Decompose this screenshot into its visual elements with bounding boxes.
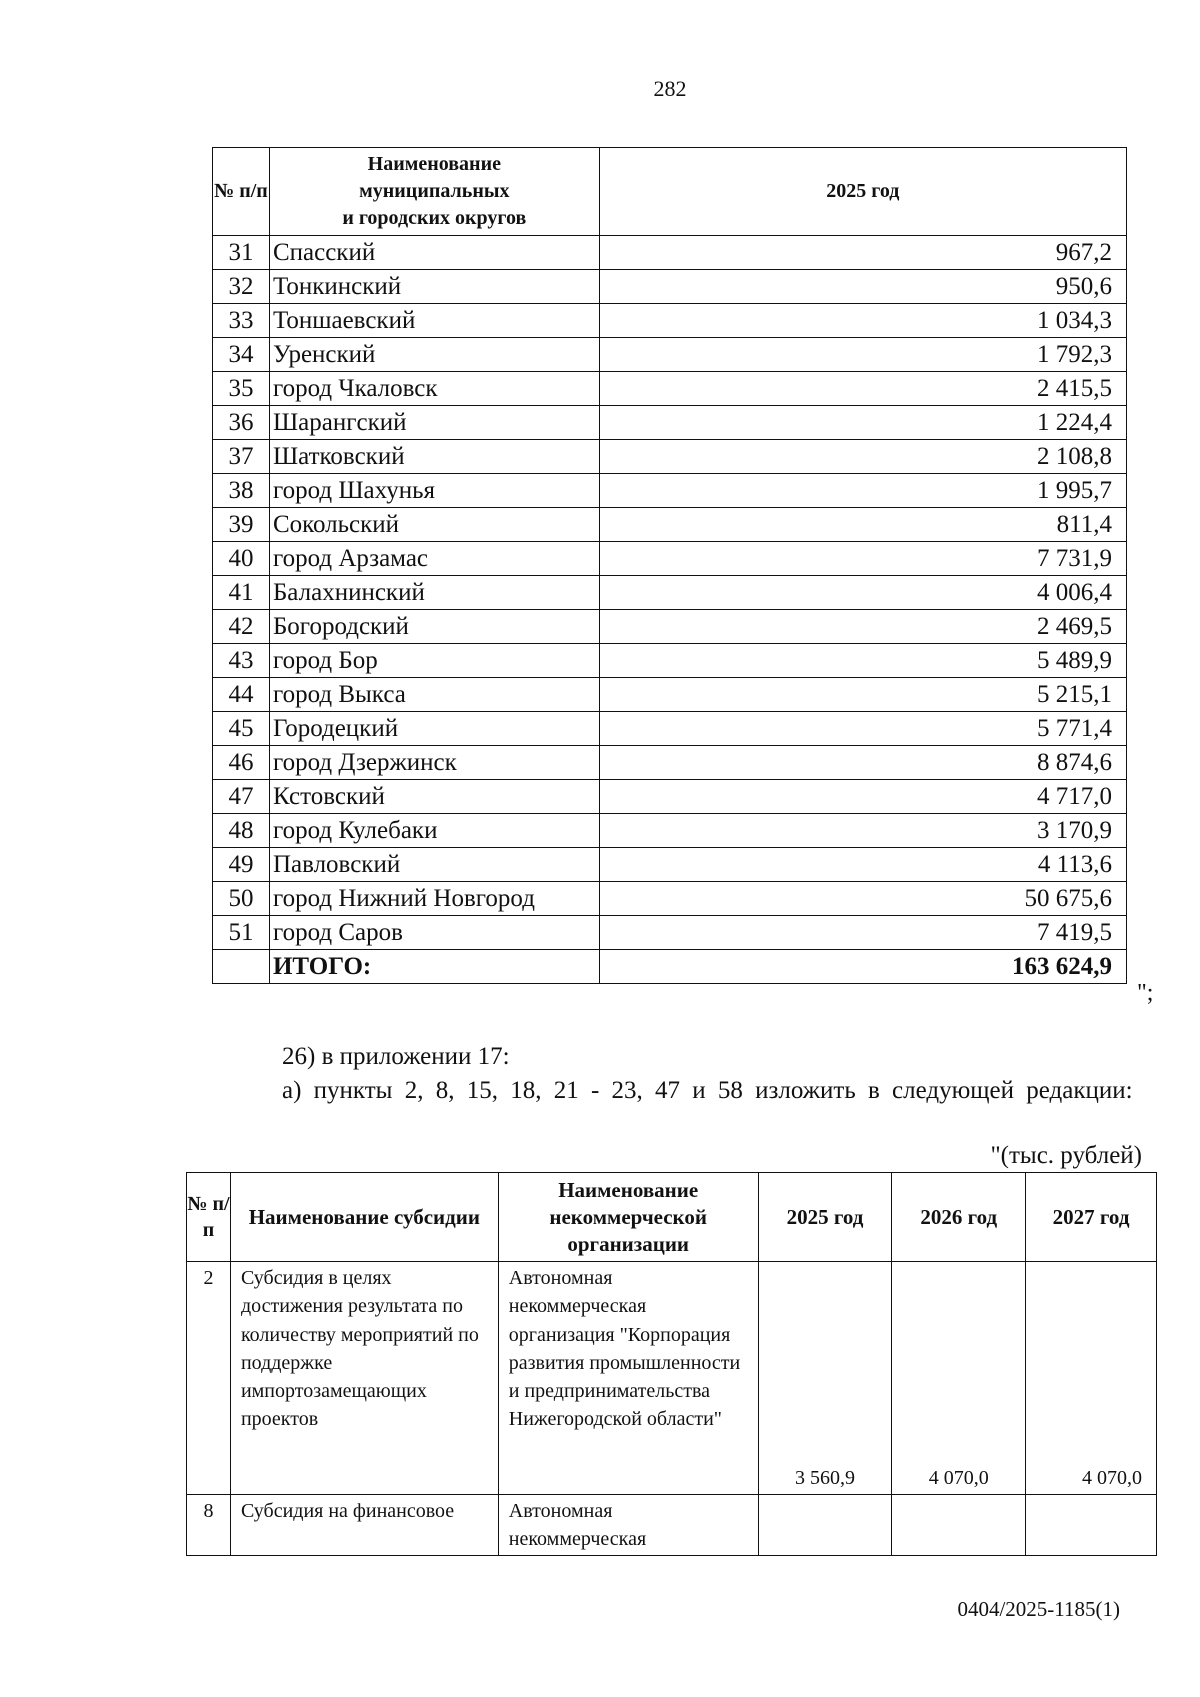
row-value-2025: 3 560,9 — [758, 1262, 892, 1495]
total-value: 163 624,9 — [599, 950, 1126, 984]
table-row — [213, 474, 1127, 508]
row-value: 4 006,4 — [599, 576, 1126, 610]
row-name: Тонкинский — [269, 270, 599, 304]
row-value: 5 489,9 — [599, 644, 1126, 678]
row-value: 5 215,1 — [599, 678, 1126, 712]
row-name: город Чкаловск — [269, 372, 599, 406]
row-value: 5 771,4 — [599, 712, 1126, 746]
header-name-line: Наименование — [367, 153, 501, 175]
row-value-2026 — [892, 1495, 1026, 1556]
row-org: Автономная некоммерческая организация "Корпорация развития промышленности и предпринимательства Нижегородской области" — [498, 1262, 758, 1495]
table-row — [213, 712, 1127, 746]
header-num: № п/п — [187, 1173, 231, 1262]
row-name: город Дзержинск — [269, 746, 599, 780]
row-value-2026: 4 070,0 — [892, 1262, 1026, 1495]
row-value-2027 — [1026, 1495, 1157, 1556]
header-year-2025: 2025 год — [599, 148, 1126, 236]
row-name: Сокольский — [269, 508, 599, 542]
header-year-2025: 2025 год — [758, 1173, 892, 1262]
table-row — [213, 304, 1127, 338]
row-value: 2 469,5 — [599, 610, 1126, 644]
row-name: город Бор — [269, 644, 599, 678]
row-value: 8 874,6 — [599, 746, 1126, 780]
row-num: 41 — [213, 576, 270, 610]
row-value: 950,6 — [599, 270, 1126, 304]
row-num: 8 — [187, 1495, 231, 1556]
row-num: 49 — [213, 848, 270, 882]
table-row — [213, 916, 1127, 950]
table-row — [213, 542, 1127, 576]
page-number: 282 — [653, 76, 687, 101]
table-row — [213, 236, 1127, 270]
row-value: 1 034,3 — [599, 304, 1126, 338]
row-name: Городецкий — [269, 712, 599, 746]
header-year-2026: 2026 год — [892, 1173, 1026, 1262]
total-label: ИТОГО: — [269, 950, 599, 984]
row-name: город Шахунья — [269, 474, 599, 508]
row-value: 1 995,7 — [599, 474, 1126, 508]
header-org-name: Наименование некоммерческой организации — [498, 1173, 758, 1262]
table-row — [213, 508, 1127, 542]
row-value: 1 224,4 — [599, 406, 1126, 440]
table-header-row — [187, 1173, 1157, 1262]
row-value: 7 419,5 — [599, 916, 1126, 950]
row-value: 2 108,8 — [599, 440, 1126, 474]
row-value: 1 792,3 — [599, 338, 1126, 372]
row-name: Кстовский — [269, 780, 599, 814]
header-year-2027: 2027 год — [1026, 1173, 1157, 1262]
table-row — [213, 746, 1127, 780]
row-num: 44 — [213, 678, 270, 712]
table-row — [213, 848, 1127, 882]
row-name: город Нижний Новгород — [269, 882, 599, 916]
row-name: город Выкса — [269, 678, 599, 712]
header-name — [269, 148, 599, 236]
row-value: 811,4 — [599, 508, 1126, 542]
row-name: Павловский — [269, 848, 599, 882]
header-name-line: муниципальных — [359, 180, 510, 202]
row-value: 4 113,6 — [599, 848, 1126, 882]
row-name: Спасский — [269, 236, 599, 270]
row-subsidy: Субсидия в целях достижения результата по количеству мероприятий по поддержке импортозамещающих проектов — [230, 1262, 498, 1495]
table-row — [187, 1495, 1157, 1556]
row-num: 39 — [213, 508, 270, 542]
header-num: № п/п — [213, 148, 270, 236]
row-num: 45 — [213, 712, 270, 746]
table-row — [213, 678, 1127, 712]
row-num: 33 — [213, 304, 270, 338]
table-row — [213, 372, 1127, 406]
table-row — [213, 814, 1127, 848]
row-num: 2 — [187, 1262, 231, 1495]
row-value: 3 170,9 — [599, 814, 1126, 848]
row-num: 40 — [213, 542, 270, 576]
row-num: 36 — [213, 406, 270, 440]
row-num: 38 — [213, 474, 270, 508]
document-code: 0404/2025-1185(1) — [957, 1597, 1120, 1621]
row-name: Богородский — [269, 610, 599, 644]
total-num-empty — [213, 950, 270, 984]
row-value: 7 731,9 — [599, 542, 1126, 576]
total-row — [213, 950, 1127, 984]
table-row — [213, 440, 1127, 474]
row-num: 37 — [213, 440, 270, 474]
subsidy-table — [186, 1172, 1157, 1556]
row-num: 47 — [213, 780, 270, 814]
row-value: 967,2 — [599, 236, 1126, 270]
table-row — [187, 1262, 1157, 1495]
paragraph-item-a: а) пункты 2, 8, 15, 18, 21 - 23, 47 и 58 изложить в следующей редакции: — [282, 1077, 1133, 1104]
row-value: 2 415,5 — [599, 372, 1126, 406]
row-name: Шарангский — [269, 406, 599, 440]
row-name: Балахнинский — [269, 576, 599, 610]
row-num: 46 — [213, 746, 270, 780]
row-num: 32 — [213, 270, 270, 304]
row-num: 50 — [213, 882, 270, 916]
row-name: Тоншаевский — [269, 304, 599, 338]
table-row — [213, 406, 1127, 440]
table-header-row — [213, 148, 1127, 236]
row-org: Автономная некоммерческая — [498, 1495, 758, 1556]
header-subsidy-name: Наименование субсидии — [230, 1173, 498, 1262]
row-name: город Кулебаки — [269, 814, 599, 848]
paragraph-item-26: 26) в приложении 17: — [282, 1043, 510, 1070]
table-row — [213, 338, 1127, 372]
table-row — [213, 610, 1127, 644]
row-value-2025 — [758, 1495, 892, 1556]
row-name: Шатковский — [269, 440, 599, 474]
table-row — [213, 780, 1127, 814]
row-num: 43 — [213, 644, 270, 678]
row-num: 48 — [213, 814, 270, 848]
table-row — [213, 882, 1127, 916]
table-row — [213, 576, 1127, 610]
municipal-allocation-table — [212, 147, 1127, 984]
row-num: 42 — [213, 610, 270, 644]
table-row — [213, 270, 1127, 304]
row-value: 50 675,6 — [599, 882, 1126, 916]
row-num: 31 — [213, 236, 270, 270]
table-row — [213, 644, 1127, 678]
units-label: "(тыс. рублей) — [990, 1142, 1142, 1169]
row-num: 51 — [213, 916, 270, 950]
closing-quote-mark: "; — [1137, 980, 1154, 1006]
row-subsidy: Субсидия на финансовое — [230, 1495, 498, 1556]
row-name: город Арзамас — [269, 542, 599, 576]
header-name-line: и городских округов — [342, 207, 527, 229]
row-name: Уренский — [269, 338, 599, 372]
row-value-2027: 4 070,0 — [1026, 1262, 1157, 1495]
row-value: 4 717,0 — [599, 780, 1126, 814]
row-name: город Саров — [269, 916, 599, 950]
row-num: 35 — [213, 372, 270, 406]
row-num: 34 — [213, 338, 270, 372]
